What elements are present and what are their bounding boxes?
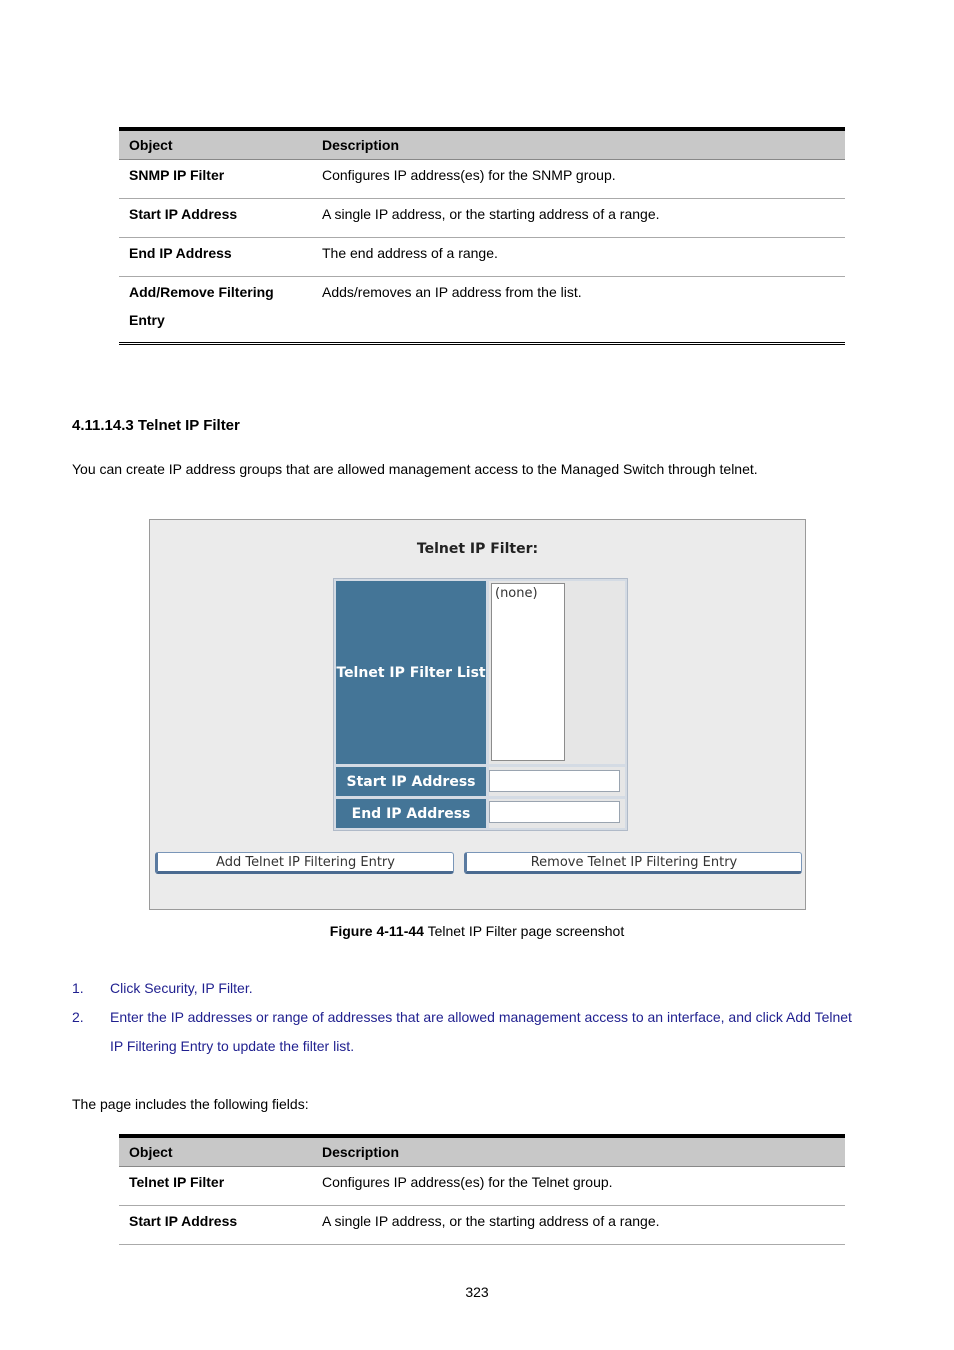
step-number: 2. [72,1009,84,1025]
row-object: End IP Address [129,245,232,261]
telnet-ip-filter-screenshot [149,519,806,910]
remove-telnet-filter-button[interactable]: Remove Telnet IP Filtering Entry [464,852,802,874]
figure-number: Figure 4-11-44 [329,923,424,939]
snmp-fields-table [119,127,845,345]
row-object: Add/Remove Filtering [129,284,274,300]
row-object-cont: Entry [129,312,165,328]
telnet-fields-table [119,1134,845,1245]
panel-title: Telnet IP Filter: [416,541,539,557]
row-object: Start IP Address [129,206,238,222]
page-number: 323 [465,1284,489,1300]
table-row [119,160,845,199]
table-header-object: Object [119,131,312,160]
section-heading: 4.11.14.3 Telnet IP Filter [72,417,240,434]
filter-list-label: Telnet IP Filter List [336,581,486,764]
end-ip-label: End IP Address [336,799,486,828]
step-text: Enter the IP addresses or range of addresses that are allowed management access to an interface, and click Add Telnet [110,1009,852,1025]
section-intro: You can create IP address groups that are allowed management access to the Managed Switch through telnet. [72,461,758,477]
add-telnet-filter-button[interactable]: Add Telnet IP Filtering Entry [155,852,454,874]
row-description: The end address of a range. [322,245,498,261]
table-row [119,199,845,238]
table-header-object: Object [119,1138,312,1167]
start-ip-input[interactable] [489,770,620,792]
row-description: A single IP address, or the starting address of a range. [322,1213,660,1229]
row-description: Configures IP address(es) for the Telnet group. [322,1174,613,1190]
row-object: SNMP IP Filter [129,167,225,183]
step-number: 1. [72,980,84,996]
table-row [119,1206,845,1245]
step-text-cont: IP Filtering Entry to update the filter list. [110,1038,355,1054]
fields-intro: The page includes the following fields: [72,1096,309,1112]
table-row [119,1167,845,1206]
row-description: Configures IP address(es) for the SNMP group. [322,167,616,183]
filter-list-option[interactable]: (none) [495,586,538,601]
row-object: Start IP Address [129,1213,238,1229]
table-header-description: Description [312,1138,845,1167]
filter-list-box[interactable] [491,583,565,761]
row-description: A single IP address, or the starting address of a range. [322,206,660,222]
filter-form [333,578,628,831]
row-description: Adds/removes an IP address from the list. [322,284,582,300]
table-header-description: Description [312,131,845,160]
figure-text: Telnet IP Filter page screenshot [423,923,625,939]
start-ip-label: Start IP Address [336,767,486,796]
end-ip-input[interactable] [489,801,620,823]
table-row [119,238,845,277]
table-row [119,277,845,344]
step-text: Click Security, IP Filter. [110,980,253,996]
row-object: Telnet IP Filter [129,1174,225,1190]
figure-caption [0,923,954,939]
